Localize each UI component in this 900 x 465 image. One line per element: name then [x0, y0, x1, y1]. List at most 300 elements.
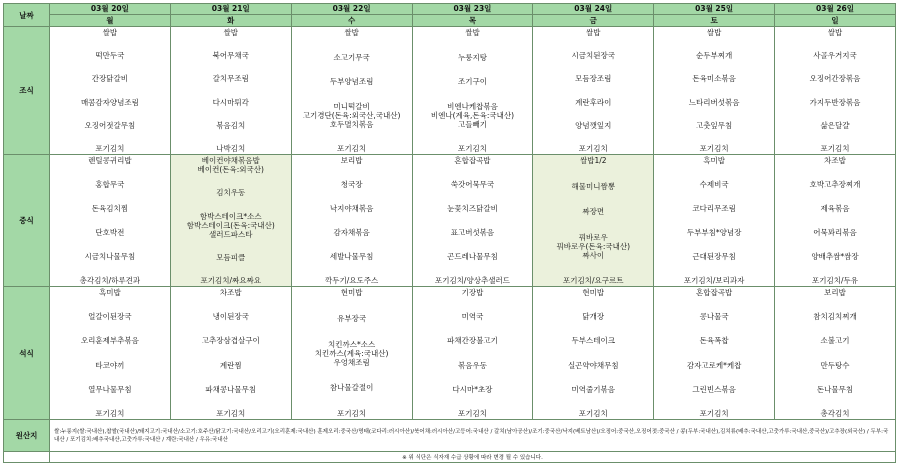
menu-item: 단호박전 [95, 228, 125, 237]
meal-items [50, 155, 170, 286]
menu-item-group [821, 361, 850, 370]
menu-item: 낙지야채볶음 [329, 204, 374, 213]
menu-item-group [821, 121, 850, 130]
menu-item-group [575, 74, 611, 83]
meal-items [292, 287, 412, 419]
menu-item-group [821, 409, 850, 418]
menu-item-group [700, 144, 729, 153]
menu-item: 쌀밥 [465, 28, 480, 37]
menu-item: 감자고로케*케찹 [686, 360, 742, 370]
meal-items [50, 27, 170, 154]
menu-item-group [330, 204, 373, 213]
menu-item: 소고기무국 [333, 52, 370, 62]
menu-item-group [557, 233, 631, 260]
menu-item: 돈육김치찜 [91, 204, 129, 213]
menu-item-group [303, 102, 401, 129]
menu-item: 고들빼기 [457, 119, 487, 129]
menu-item-group [700, 409, 729, 418]
menu-item: 치킨까스*소스 [327, 339, 376, 349]
menu-item: 포기김치 [216, 408, 246, 418]
menu-item: 모듬피클 [216, 252, 246, 262]
meal-cell [533, 155, 654, 287]
menu-item: 사골우거지국 [813, 51, 857, 61]
menu-item: 소불고기 [820, 336, 850, 346]
menu-item: 감자채볶음 [333, 228, 370, 237]
menu-item-group [80, 276, 141, 285]
meal-cell [50, 155, 171, 287]
menu-item: 포기김치 [95, 408, 125, 418]
menu-item-group [821, 204, 850, 213]
menu-item: 샐러드파스타 [209, 229, 253, 239]
menu-item-group [341, 288, 363, 297]
menu-item-group [92, 204, 128, 213]
weekday-header: 월 [50, 15, 171, 27]
menu-item-group [452, 385, 492, 394]
weekly-menu-table [3, 3, 896, 463]
menu-item: 계란후라이 [575, 97, 612, 107]
menu-item: 포기김치 [337, 144, 367, 153]
menu-item: 고기경단(돈육:외국산,국내산) [302, 110, 401, 120]
menu-item: 파채콩나물무침 [205, 384, 257, 394]
menu-item-group [458, 77, 487, 86]
menu-item-group [95, 51, 124, 60]
menu-item-group [333, 53, 369, 62]
meal-cell [533, 27, 654, 155]
menu-item: 열무나물무침 [88, 384, 132, 394]
menu-item: 타코야끼 [95, 360, 125, 370]
menu-item-group [88, 385, 131, 394]
menu-item: 콩나물국 [699, 312, 729, 322]
menu-item: 순두부찌개 [696, 51, 733, 61]
menu-item: 흑미밥 [99, 288, 121, 297]
menu-item: 다시마튀각 [212, 97, 249, 107]
menu-item: 꿔바로우 [578, 232, 608, 242]
menu-item: 포기김치 [457, 408, 487, 418]
menu-item-group [81, 98, 139, 107]
menu-item: 표고버섯볶음 [450, 228, 495, 237]
date-header-row [4, 4, 896, 15]
menu-item-group [821, 144, 850, 153]
menu-item-group [692, 204, 735, 213]
date-header: 03월 21일 [170, 4, 291, 15]
menu-item-group [812, 276, 858, 285]
menu-item-group [205, 385, 256, 394]
menu-item-group [88, 156, 131, 165]
menu-item-group [95, 180, 124, 189]
menu-item-group [344, 28, 359, 37]
menu-item: 떡만두국 [95, 51, 125, 61]
menu-item-group [431, 102, 514, 129]
meal-items [533, 27, 653, 154]
date-header: 03월 22일 [291, 4, 412, 15]
menu-item: 포기김치 [699, 143, 729, 153]
menu-item-group [813, 51, 856, 60]
weekday-header: 금 [533, 15, 654, 27]
menu-item: 호박고추장찌개 [809, 180, 861, 189]
menu-item: 해물미니짬뽕 [571, 181, 616, 191]
menu-item: 혼합잡곡밥 [696, 288, 733, 297]
menu-item: 포기김치/짜요짜요 [200, 276, 262, 285]
menu-item: 쌀밥 [223, 28, 239, 37]
menu-item: 비엔나케찹볶음 [447, 101, 498, 111]
menu-item-group [696, 288, 732, 297]
menu-item: 보리밥 [824, 288, 846, 297]
menu-item: 나박김치 [216, 143, 246, 153]
menu-item: 현미밥 [340, 288, 363, 297]
corner-label: 날짜 [4, 4, 50, 27]
menu-item-group [810, 180, 861, 189]
menu-item: 렌틸콩귀리밥 [88, 156, 132, 165]
menu-item: 누룽지탕 [457, 52, 487, 62]
menu-item-group [687, 228, 741, 237]
menu-item: 유부장국 [337, 313, 367, 323]
menu-item-group [325, 276, 378, 285]
menu-item: 두부양념조림 [329, 77, 374, 86]
menu-item: 만두탕수 [820, 360, 850, 370]
menu-item-group [703, 156, 725, 165]
menu-item: 현미밥 [582, 288, 605, 297]
meal-items [775, 287, 895, 419]
menu-item-group [216, 144, 245, 153]
date-header: 03월 25일 [654, 4, 775, 15]
date-header: 03월 20일 [50, 4, 171, 15]
origin-row [4, 420, 896, 452]
menu-item: 모듬장조림 [575, 74, 612, 84]
origin-label: 원산지 [4, 420, 50, 452]
meal-items [775, 27, 895, 154]
menu-item: 고춧잎무침 [696, 120, 733, 130]
menu-item: 짜사이 [582, 250, 605, 260]
menu-item: 쌀밥 [102, 28, 118, 37]
menu-item: 기장밥 [461, 288, 484, 297]
menu-item-group [828, 28, 843, 37]
menu-item-group [580, 156, 607, 165]
menu-item: 볶음김치 [216, 120, 246, 130]
meal-cell [412, 27, 533, 155]
menu-item-group [684, 276, 745, 285]
menu-item-group [451, 228, 494, 237]
menu-item: 고추장삼겹살구이 [201, 336, 260, 346]
menu-item-group [563, 276, 624, 285]
menu-item-group [85, 252, 136, 261]
menu-item-group [198, 156, 264, 174]
menu-item: 양념깻잎지 [575, 120, 612, 130]
menu-item-group [451, 180, 494, 189]
menu-item-group [315, 340, 389, 367]
menu-item-group [92, 74, 128, 83]
menu-item: 함박스테이크(돈육:국내산) [186, 220, 275, 230]
menu-item: 미역국 [461, 312, 484, 322]
menu-item: 포기김치/요구르트 [563, 276, 624, 285]
menu-item: 비엔나(계육,돈육:국내산) [430, 110, 515, 120]
meal-items [50, 287, 170, 419]
menu-item: 포기김치 [820, 143, 850, 153]
menu-item-group [586, 28, 601, 37]
menu-item-group [202, 336, 260, 345]
menu-item-group [689, 98, 740, 107]
menu-item: 베이컨(돈육:외국산) [197, 165, 264, 174]
menu-item-group [220, 288, 242, 297]
meal-items [171, 27, 291, 154]
menu-item: 포기김치/두유 [812, 276, 859, 285]
dinner-row [4, 287, 896, 420]
menu-item-group [824, 156, 846, 165]
meal-cell [654, 287, 775, 420]
menu-item-group [810, 74, 861, 83]
weekday-header: 일 [775, 15, 896, 27]
menu-item: 가지두반장볶음 [809, 97, 861, 107]
meal-cell [412, 287, 533, 420]
menu-item: 계란찜 [219, 360, 242, 370]
menu-item-group [216, 253, 245, 262]
menu-item-group [447, 252, 498, 261]
menu-item: 베이컨야채볶음밥 [201, 156, 260, 165]
menu-item-group [824, 288, 846, 297]
menu-item-group [821, 336, 850, 345]
meal-label: 중식 [4, 155, 50, 287]
meal-cell [291, 155, 412, 287]
menu-item: 혼합잡곡밥 [454, 156, 491, 165]
date-header: 03월 24일 [533, 4, 654, 15]
menu-item-group [813, 228, 856, 237]
menu-item-group [447, 204, 498, 213]
menu-item-group [213, 74, 249, 83]
menu-item-group [568, 361, 619, 370]
menu-item-group [707, 28, 722, 37]
meal-cell [412, 155, 533, 287]
menu-item-group [696, 121, 732, 130]
menu-item: 포기김치 [699, 408, 729, 418]
menu-item-group [333, 228, 369, 237]
menu-item: 쌀밥 [706, 28, 722, 37]
menu-item-group [201, 276, 262, 285]
menu-item: 참치김치찌개 [813, 312, 857, 322]
menu-item: 참나물갈절이 [329, 383, 374, 393]
menu-item: 깍두기/요도주스 [324, 276, 379, 285]
menu-item: 김치우동 [216, 188, 246, 198]
menu-item-group [572, 336, 615, 345]
menu-item-group [572, 182, 615, 191]
menu-item-group [220, 361, 242, 370]
lunch-row [4, 155, 896, 287]
menu-item-group [462, 312, 484, 321]
menu-item: 근대된장무침 [692, 252, 736, 261]
menu-item: 코다리무조림 [692, 204, 736, 213]
menu-item-group [810, 98, 861, 107]
meal-cell [654, 155, 775, 287]
menu-item-group [458, 361, 487, 370]
weekday-header: 토 [654, 15, 775, 27]
menu-item: 짜장면 [582, 207, 605, 216]
meal-cell [50, 287, 171, 420]
menu-item-group [454, 156, 490, 165]
meal-items [413, 287, 533, 419]
menu-item-group [88, 312, 131, 321]
menu-item-group [337, 409, 366, 418]
menu-item-group [213, 51, 249, 60]
menu-item-group [692, 385, 735, 394]
menu-item: 돈육미소볶음 [692, 74, 736, 84]
menu-item-group [95, 144, 124, 153]
menu-item-group [330, 77, 373, 86]
menu-item: 홍합무국 [95, 180, 125, 189]
weekday-header: 화 [170, 15, 291, 27]
menu-item: 총각김치/하루견과 [79, 276, 141, 285]
menu-item-group [341, 180, 363, 189]
menu-item-group [582, 288, 604, 297]
note-spacer [4, 452, 50, 463]
menu-item-group [213, 98, 249, 107]
menu-item: 곤드레나물무침 [447, 252, 498, 261]
menu-item: 쌀밥 [586, 28, 601, 37]
menu-item: 포기김치 [578, 408, 608, 418]
origin-text: 쌀:누룽지(쌀:국내산),찹쌀(국내산)/돼지고기:국내산/소고기:호주산/닭고기:국내산/오리고기(오리훈제:국내산) 훈제오리:중국산/명태(코다리:러시아산)/북어채:러시아산/고등어:국내산 / 갈치(남아공산)/조기:중국산/낙지(베트남산)/오징어:중국산,오징어젓:중국산 / 콩(두부:국내산),김치류(배추:국내산,고춧가루:국내산,중국산)/고추장(외국산) / 두부:국내산 / 포기김치:배추국내산,고춧가루:국내산 / 계란:국내산 / 우유:국내산 [50, 420, 896, 452]
menu-item: 포기김치/보리과자 [683, 276, 745, 285]
menu-item: 꿔바로우(돈육:국내산) [556, 241, 631, 251]
meal-cell [170, 27, 291, 155]
menu-item: 제육볶음 [820, 204, 850, 213]
menu-item: 보리밥 [340, 156, 363, 165]
meal-cell [775, 27, 896, 155]
menu-item: 냉이된장국 [212, 312, 249, 322]
breakfast-row [4, 27, 896, 155]
weekday-header: 수 [291, 15, 412, 27]
date-header: 03월 26일 [775, 4, 896, 15]
meal-cell [291, 27, 412, 155]
menu-item-group [572, 51, 615, 60]
menu-item: 호두멸치볶음 [329, 119, 374, 129]
meal-items [292, 155, 412, 286]
menu-item: 눈꽃치즈닭갈비 [447, 204, 498, 213]
meal-items [171, 287, 291, 419]
menu-item: 오징어젓갈무침 [84, 120, 136, 130]
menu-item: 볶음우동 [457, 360, 487, 370]
menu-item-group [692, 74, 735, 83]
meal-items [171, 155, 291, 286]
menu-item-group [458, 144, 487, 153]
menu-item: 양배추쌈*쌈장 [811, 252, 859, 261]
menu-item-group [458, 53, 487, 62]
menu-item-group [582, 312, 604, 321]
menu-item: 삶은달걀 [820, 120, 850, 130]
menu-item-group [216, 409, 245, 418]
menu-item: 갈치무조림 [212, 74, 249, 84]
meal-cell [170, 155, 291, 287]
menu-item: 두부부침*양념장 [686, 228, 742, 237]
menu-item-group [435, 276, 510, 285]
menu-item-group [687, 361, 741, 370]
meal-cell [654, 27, 775, 155]
menu-item: 조기구이 [457, 77, 487, 86]
menu-item-group [575, 98, 611, 107]
menu-item: 느타리버섯볶음 [688, 97, 740, 107]
menu-item: 미역줄기볶음 [571, 384, 616, 394]
meal-items [533, 287, 653, 419]
menu-item: 그린빈스볶음 [692, 384, 736, 394]
menu-item: 포기김치 [95, 143, 125, 153]
menu-item-group [95, 409, 124, 418]
menu-item: 수제비국 [699, 180, 729, 189]
menu-item-group [462, 288, 484, 297]
menu-item: 세발나물무침 [329, 252, 374, 261]
menu-item: 매콤감자양념조림 [80, 97, 139, 107]
menu-item-group [572, 385, 615, 394]
menu-item-group [224, 28, 239, 37]
menu-item: 쑥갓어묵무국 [450, 180, 495, 189]
menu-item: 돈나물무침 [816, 384, 854, 394]
change-notice: ※ 위 식단은 식자재 수급 상황에 따라 변경 될 수 있습니다. [50, 452, 896, 463]
menu-item: 포기김치/양상추샐러드 [434, 276, 510, 285]
menu-item-group [85, 121, 136, 130]
meal-cell [170, 287, 291, 420]
menu-item: 차조밥 [824, 156, 846, 165]
menu-item: 어묵꽈리볶음 [813, 228, 857, 237]
menu-item-group [811, 252, 858, 261]
menu-item-group [579, 144, 608, 153]
meal-cell [50, 27, 171, 155]
menu-item-group [582, 207, 604, 216]
menu-item: 시금치나물무침 [84, 252, 136, 261]
meal-cell [775, 287, 896, 420]
menu-item: 포기김치 [578, 143, 608, 153]
meal-cell [775, 155, 896, 287]
menu-item: 두부스테이크 [571, 336, 616, 346]
menu-item-group [700, 312, 729, 321]
menu-item: 북어무채국 [212, 51, 249, 61]
menu-item: 다시마*초장 [452, 384, 493, 394]
menu-item-group [187, 212, 275, 239]
menu-item: 파채간장불고기 [447, 336, 498, 346]
menu-item: 흑미밥 [703, 156, 726, 165]
menu-item-group [465, 28, 480, 37]
menu-item: 미니떡갈비 [333, 101, 370, 111]
menu-item: 오리훈제부추볶음 [80, 336, 139, 346]
menu-item: 간장닭갈비 [91, 74, 129, 84]
menu-item: 시금치된장국 [571, 51, 616, 61]
menu-item-group [817, 385, 853, 394]
menu-item-group [330, 252, 373, 261]
menu-item-group [337, 314, 366, 323]
menu-item: 실곤약야채무침 [567, 360, 619, 370]
menu-item: 포기김치 [457, 144, 487, 153]
menu-item-group [447, 336, 498, 345]
menu-item-group [216, 121, 245, 130]
menu-item: 쌀밥 [827, 28, 843, 37]
menu-item-group [95, 228, 124, 237]
menu-item: 쌀밥 [344, 28, 359, 37]
menu-item-group [813, 312, 856, 321]
menu-item-group [81, 336, 139, 345]
date-header: 03월 23일 [412, 4, 533, 15]
menu-item-group [579, 409, 608, 418]
menu-item-group [213, 312, 249, 321]
meal-cell [533, 287, 654, 420]
menu-item-group [692, 252, 735, 261]
menu-item-group [696, 51, 732, 60]
menu-item-group [458, 409, 487, 418]
menu-item-group [95, 361, 124, 370]
menu-item: 차조밥 [219, 288, 242, 297]
meal-items [292, 27, 412, 154]
menu-item-group [99, 288, 121, 297]
note-row [4, 452, 896, 463]
menu-item-group [337, 144, 366, 153]
menu-item-group [700, 180, 729, 189]
meal-items [413, 155, 533, 286]
menu-item: 돈육폭찹 [699, 336, 729, 346]
menu-item: 청국장 [340, 180, 363, 189]
menu-item: 함박스테이크*소스 [199, 211, 262, 221]
